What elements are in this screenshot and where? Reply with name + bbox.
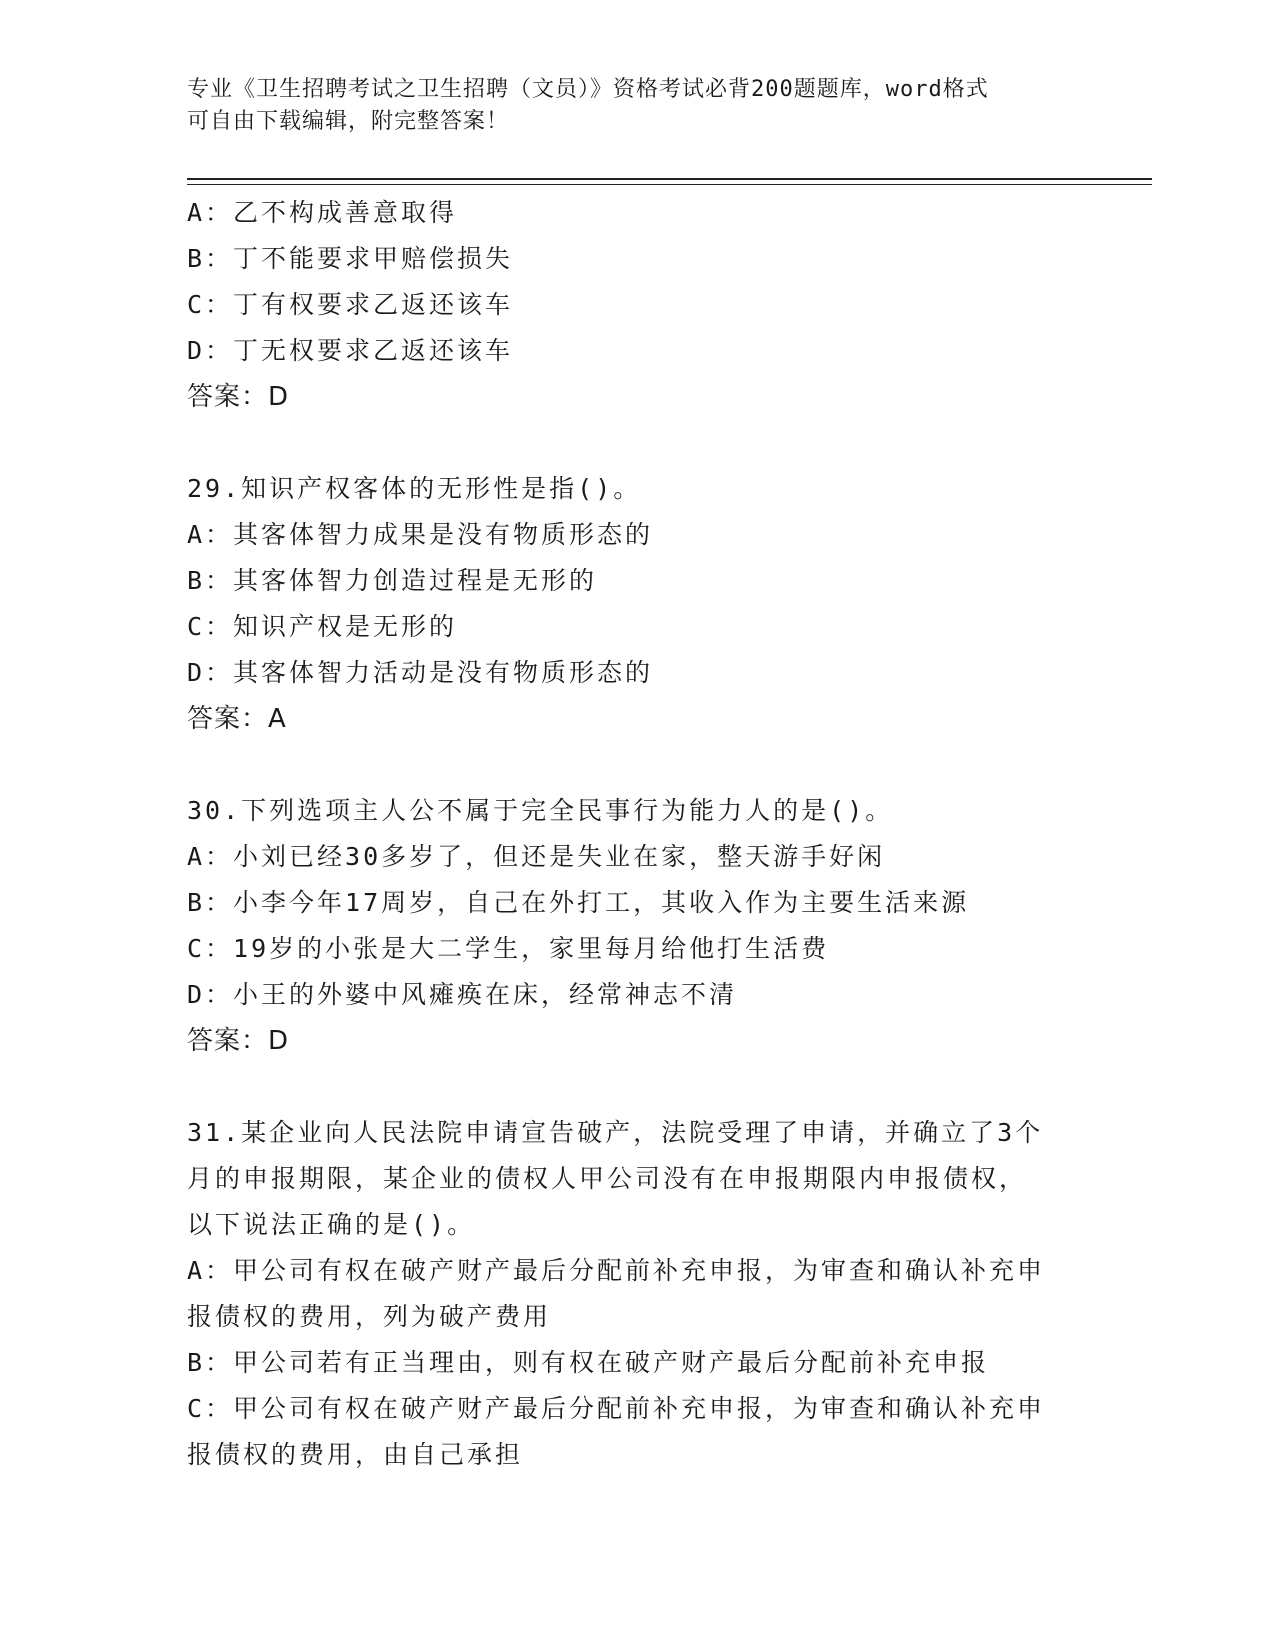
option-a-line: A：甲公司有权在破产财产最后分配前补充申报，为审查和确认补充申 [187,1256,1046,1285]
option-c-line: 报债权的费用，由自己承担 [187,1440,524,1469]
document-header [187,74,1067,138]
answer: 答案：D [187,1026,290,1056]
option-a: A：乙不构成善意取得 [187,198,458,227]
option-a: A：其客体智力成果是没有物质形态的 [187,520,654,549]
option-b: B：甲公司若有正当理由，则有权在破产财产最后分配前补充申报 [187,1348,990,1377]
option-c-line: C：甲公司有权在破产财产最后分配前补充申报，为审查和确认补充申 [187,1394,1046,1423]
option-b: B：其客体智力创造过程是无形的 [187,566,598,595]
question-31 [187,1110,1087,1478]
option-d: D：小王的外婆中风瘫痪在床，经常神志不清 [187,980,738,1009]
question-29 [187,466,1087,742]
question-content [187,190,1087,1478]
option-c: C：知识产权是无形的 [187,612,458,641]
header-line-1: 专业《卫生招聘考试之卫生招聘（文员）》资格考试必背200题题库，word格式 [187,77,989,102]
question-text-line: 以下说法正确的是()。 [187,1210,476,1239]
option-a: A：小刘已经30多岁了，但还是失业在家，整天游手好闲 [187,842,886,871]
option-c: C：丁有权要求乙返还该车 [187,290,514,319]
answer: 答案：D [187,382,290,412]
question-30 [187,788,1087,1064]
question-text: 30.下列选项主人公不属于完全民事行为能力人的是()。 [187,796,894,825]
header-divider-thick [187,178,1152,180]
answer: 答案：A [187,704,287,734]
option-b: B：小李今年17周岁，自己在外打工，其收入作为主要生活来源 [187,888,970,917]
option-c: C：19岁的小张是大二学生，家里每月给他打生活费 [187,934,830,963]
option-a-line: 报债权的费用，列为破产费用 [187,1302,552,1331]
header-divider-thin [187,184,1152,185]
option-d: D：其客体智力活动是没有物质形态的 [187,658,654,687]
option-b: B：丁不能要求甲赔偿损失 [187,244,514,273]
option-d: D：丁无权要求乙返还该车 [187,336,514,365]
question-text-line: 31.某企业向人民法院申请宣告破产，法院受理了申请，并确立了3个 [187,1118,1044,1147]
question-text: 29.知识产权客体的无形性是指()。 [187,474,642,503]
header-line-2: 可自由下载编辑，附完整答案！ [187,109,510,134]
question-text-line: 月的申报期限，某企业的债权人甲公司没有在申报期限内申报债权， [187,1164,1028,1193]
question-28 [187,190,1087,420]
